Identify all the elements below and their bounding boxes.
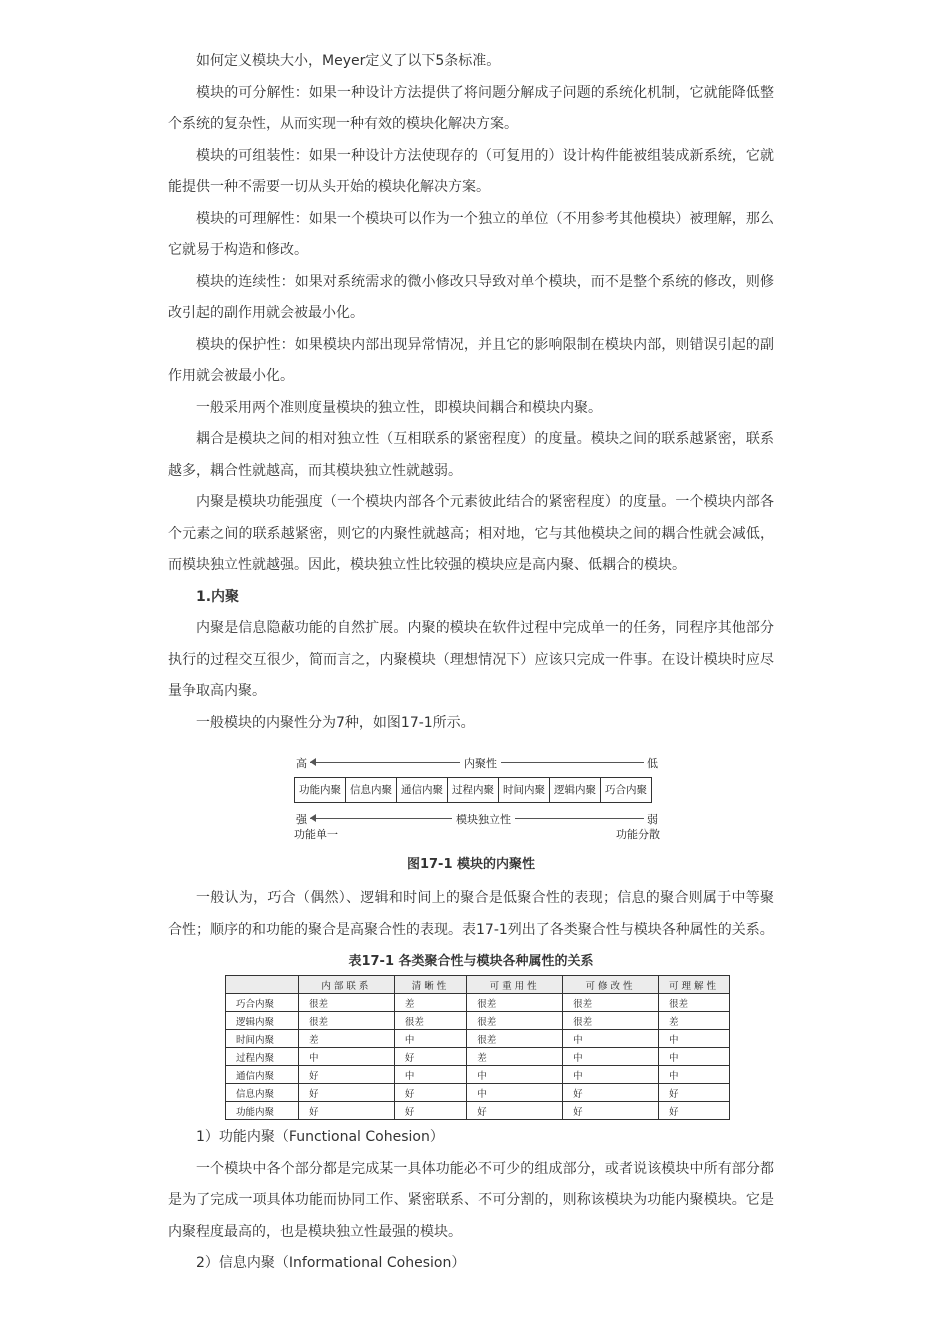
paragraph: 一个模块中各个部分都是完成某一具体功能必不可少的组成部分，或者说该模块中所有部分都是为了完成一项具体功能而协同工作、紧密联系、不可分割的，则称该模块为功能内聚模块。它是内聚程度最高的，也是模块独立性最强的模块。 (168, 1160, 774, 1240)
scale-low-label: 低 (647, 757, 658, 770)
cohesion-type-box: 过程内聚 (448, 778, 499, 802)
row-label: 时间内聚 (226, 1030, 299, 1048)
independence-scale (294, 811, 660, 843)
table-header: 可修改性 (563, 976, 659, 994)
cohesion-type-box: 逻辑内聚 (550, 778, 601, 802)
table-header (226, 976, 299, 994)
table-cell: 很差 (299, 994, 395, 1012)
table-cell: 好 (394, 1102, 466, 1120)
scale-weak-label: 弱 (647, 813, 658, 826)
paragraph: 内聚是模块功能强度（一个模块内部各个元素彼此结合的紧密程度）的度量。一个模块内部各个元素之间的联系越紧密，则它的内聚性就越高；相对地，它与其他模块之间的耦合性就会减低，而模块独立性就越强。因此，模块独立性比较强的模块应是高内聚、低耦合的模块。 (168, 494, 774, 573)
table-row (226, 994, 730, 1012)
table-header: 可理解性 (659, 976, 730, 994)
row-label: 过程内聚 (226, 1048, 299, 1066)
cohesion-scale (294, 755, 660, 769)
table-cell: 好 (299, 1084, 395, 1102)
cohesion-figure (294, 755, 660, 847)
table-cell: 差 (467, 1048, 563, 1066)
scale-weak-desc: 功能分散 (616, 828, 660, 841)
cohesion-type-box: 时间内聚 (499, 778, 550, 802)
table-cell: 中 (467, 1084, 563, 1102)
paragraph: 如何定义模块大小，Meyer定义了以下5条标准。 (196, 53, 501, 69)
table-header-row (226, 976, 730, 994)
row-label: 通信内聚 (226, 1066, 299, 1084)
table-cell: 很差 (467, 1030, 563, 1048)
table-cell: 很差 (659, 994, 730, 1012)
table-cell: 中 (563, 1048, 659, 1066)
table-row (226, 1102, 730, 1120)
paragraph: 模块的连续性：如果对系统需求的微小修改只导致对单个模块，而不是整个系统的修改，则修改引起的副作用就会被最小化。 (168, 273, 774, 321)
table-cell: 好 (659, 1084, 730, 1102)
table-cell: 很差 (467, 994, 563, 1012)
table-cell: 中 (394, 1066, 466, 1084)
paragraph: 模块的可分解性：如果一种设计方法提供了将问题分解成子问题的系统化机制，它就能降低整个系统的复杂性，从而实现一种有效的模块化解决方案。 (168, 84, 774, 132)
table-cell: 中 (659, 1030, 730, 1048)
table-row (226, 1084, 730, 1102)
cohesion-type-box: 信息内聚 (346, 778, 397, 802)
row-label: 功能内聚 (226, 1102, 299, 1120)
table-title: 表17-1 各类聚合性与模块各种属性的关系 (348, 954, 594, 969)
paragraph: 一般认为，巧合（偶然）、逻辑和时间上的聚合是低聚合性的表现；信息的聚合则属于中等聚合性；顺序的和功能的聚合是高聚合性的表现。表17-1列出了各类聚合性与模块各种属性的关系。 (168, 890, 774, 938)
paragraph: 模块的保护性：如果模块内部出现异常情况，并且它的影响限制在模块内部，则错误引起的副作用就会被最小化。 (168, 336, 774, 384)
table-cell: 差 (394, 994, 466, 1012)
table-cell: 好 (299, 1066, 395, 1084)
arrow-left-icon (310, 758, 316, 766)
table-cell: 中 (659, 1048, 730, 1066)
table-header: 清晰性 (394, 976, 466, 994)
table-header: 内部联系 (299, 976, 395, 994)
scale-title: 模块独立性 (452, 811, 515, 827)
table-header: 可重用性 (467, 976, 563, 994)
cohesion-types (294, 777, 652, 803)
table-cell: 很差 (299, 1012, 395, 1030)
scale-strong-desc: 功能单一 (294, 828, 338, 841)
paragraph: 一般采用两个准则度量模块的独立性，即模块间耦合和模块内聚。 (196, 399, 602, 416)
table-cell: 中 (659, 1066, 730, 1084)
table-cell: 很差 (394, 1012, 466, 1030)
table-cell: 中 (299, 1048, 395, 1066)
table-body (226, 994, 730, 1120)
paragraph: 耦合是模块之间的相对独立性（互相联系的紧密程度）的度量。模块之间的联系越紧密，联系越多，耦合性就越高，而其模块独立性就越弱。 (168, 431, 774, 479)
table-cell: 差 (659, 1012, 730, 1030)
table-row (226, 1048, 730, 1066)
cohesion-type-box: 功能内聚 (295, 778, 346, 802)
table-row (226, 1066, 730, 1084)
table-cell: 好 (467, 1102, 563, 1120)
paragraph: 模块的可理解性：如果一个模块可以作为一个独立的单位（不用参考其他模块）被理解，那么它就易于构造和修改。 (168, 210, 774, 258)
table-cell: 很差 (563, 1012, 659, 1030)
table-cell: 好 (394, 1084, 466, 1102)
table-cell: 好 (299, 1102, 395, 1120)
row-label: 信息内聚 (226, 1084, 299, 1102)
table-cell: 好 (659, 1102, 730, 1120)
cohesion-type-box: 通信内聚 (397, 778, 448, 802)
paragraph: 一般模块的内聚性分为7种，如图17-1所示。 (196, 714, 475, 731)
table-cell: 好 (563, 1084, 659, 1102)
table-cell: 中 (563, 1030, 659, 1048)
row-label: 巧合内聚 (226, 994, 299, 1012)
table-cell: 中 (467, 1066, 563, 1084)
paragraph: 内聚是信息隐蔽功能的自然扩展。内聚的模块在软件过程中完成单一的任务，同程序其他部分执行的过程交互很少，简而言之，内聚模块（理想情况下）应该只完成一件事。在设计模块时应尽量争取高内聚。 (168, 620, 774, 699)
table-cell: 中 (394, 1030, 466, 1048)
table-cell: 很差 (563, 994, 659, 1012)
scale-title: 内聚性 (460, 755, 501, 771)
arrow-left-icon (310, 814, 316, 822)
subheading: 2）信息内聚（Informational Cohesion） (196, 1255, 466, 1271)
scale-strong-label: 强 (296, 813, 307, 826)
table-cell: 中 (563, 1066, 659, 1084)
table-cell: 好 (394, 1048, 466, 1066)
cohesion-type-box: 巧合内聚 (605, 784, 647, 796)
table-cell: 很差 (467, 1012, 563, 1030)
figure-caption: 图17-1 模块的内聚性 (406, 857, 536, 872)
table-cell: 好 (563, 1102, 659, 1120)
table-cell: 差 (299, 1030, 395, 1048)
paragraph: 模块的可组装性：如果一种设计方法使现存的（可复用的）设计构件能被组装成新系统，它就能提供一种不需要一切从头开始的模块化解决方案。 (168, 147, 774, 195)
table-row (226, 1030, 730, 1048)
table-row (226, 1012, 730, 1030)
row-label: 逻辑内聚 (226, 1012, 299, 1030)
section-heading: 1.内聚 (196, 588, 240, 605)
cohesion-table (225, 975, 730, 1120)
subheading: 1）功能内聚（Functional Cohesion） (196, 1129, 444, 1145)
document-page (168, 46, 774, 1280)
scale-high-label: 高 (296, 757, 307, 770)
